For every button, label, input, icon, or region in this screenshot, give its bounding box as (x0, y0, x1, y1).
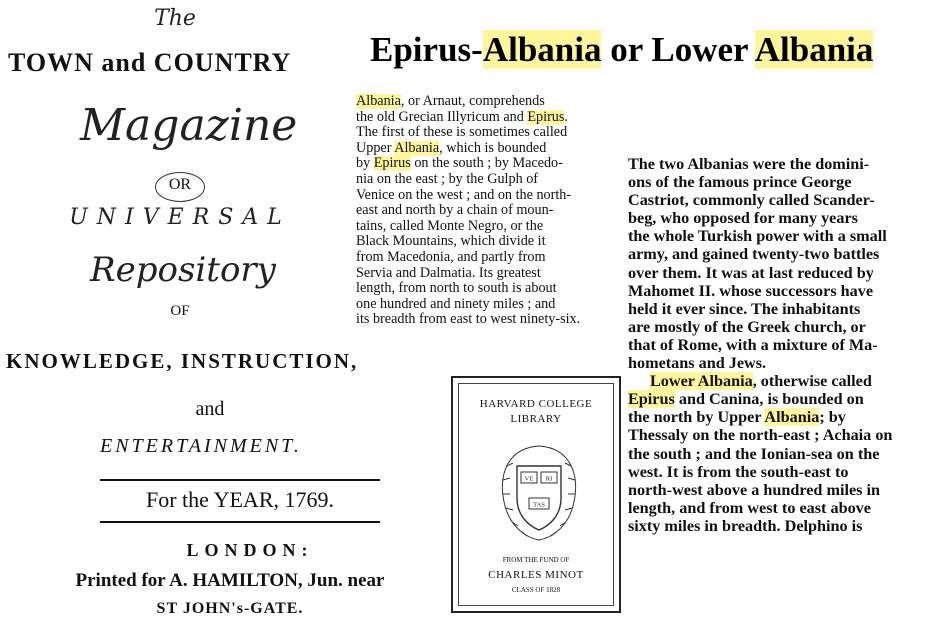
text-line: from Macedonia, and partly from (356, 249, 546, 265)
text-fragment: on the south ; by Macedo- (410, 156, 563, 172)
title-knowledge-instruction: KNOWLEDGE, INSTRUCTION, (6, 349, 359, 373)
title-year-line: For the YEAR, 1769. (145, 487, 334, 512)
headline-epirus: Epirus (370, 30, 472, 69)
headline-albania-highlight-2: Albania (754, 30, 874, 69)
text-line: beg, who opposed for many years (628, 209, 858, 228)
highlight-epirus: Epirus (373, 156, 411, 172)
harvard-crest-icon (487, 436, 591, 546)
text-line: tains, called Monte Negro, or the (356, 218, 544, 234)
shield-book-ri: RI (545, 475, 553, 483)
text-line: Castriot, commonly called Scander- (628, 191, 875, 210)
text-fragment: , which is bounded (439, 140, 547, 156)
headline-or-lower: or Lower (601, 30, 755, 69)
text-line: north-west above a hundred miles in (628, 480, 880, 499)
text-fragment: by (356, 156, 374, 172)
text-line: held it ever since. The inhabitants (628, 299, 861, 318)
text-line: the whole Turkish power with a small (628, 227, 887, 246)
title-ornament-the: The (154, 6, 196, 31)
text-line: length, from north to south is about (356, 281, 557, 297)
text-line: ons of the famous prince George (628, 173, 852, 192)
title-printer: Printed for A. HAMILTON, Jun. near (75, 570, 385, 591)
library-bookplate (451, 376, 621, 613)
text-line (356, 94, 628, 110)
text-line: Thessaly on the north-east ; Achaia on (628, 426, 893, 445)
highlight-albania: Albania (764, 408, 820, 427)
text-line: over them. It was at last reduced by (628, 263, 874, 282)
text-line: one hundred and ninety miles ; and (356, 296, 556, 312)
text-fragment: . (564, 109, 568, 125)
bookplate-class-year: CLASS OF 1828 (511, 586, 561, 594)
title-repository: Repository (90, 250, 276, 290)
text-column-right (628, 155, 943, 535)
text-line: that of Rome, with a mixture of Ma- (628, 335, 878, 354)
text-line (356, 156, 628, 172)
title-of: OF (170, 303, 190, 319)
text-line: the south ; and the Ionian-sea on the (628, 444, 880, 463)
text-fragment: , or Arnaut, comprehends (400, 94, 545, 109)
title-magazine: Magazine (80, 100, 298, 151)
highlight-epirus: Epirus (527, 109, 565, 125)
text-line (356, 110, 628, 126)
shield-book-ve: VE (524, 475, 534, 483)
title-rule-top (100, 479, 380, 481)
text-line (628, 408, 943, 426)
highlight-albania: Albania (394, 140, 440, 156)
text-line (628, 372, 943, 390)
title-rule-bottom (100, 521, 380, 523)
bookplate-frame (458, 383, 614, 606)
headline-albania-highlight: Albania (482, 30, 602, 69)
title-or: OR (150, 176, 210, 194)
title-and: and (195, 398, 225, 420)
text-fragment: ; by (819, 408, 846, 427)
highlight-albania: Albania (356, 94, 401, 109)
text-line (628, 390, 943, 408)
text-fragment: and Canina, is bounded on (674, 390, 864, 409)
bookplate-institution: HARVARD COLLEGE (479, 398, 593, 410)
text-line: The first of these is sometimes called (356, 125, 568, 141)
text-line: The two Albanias were the domini- (628, 155, 870, 173)
text-line: Venice on the west ; and on the north- (356, 187, 572, 203)
headline-dash: - (471, 30, 483, 69)
text-line: army, and gained twenty-two battles (628, 245, 880, 264)
bookplate-library: LIBRARY (510, 413, 562, 425)
text-line: east and north by a chain of moun- (356, 203, 554, 219)
text-line: length, and from west to east above (628, 498, 871, 517)
text-line: west. It is from the south-east to (628, 462, 849, 481)
highlight-lower-albania: Lower Albania (650, 372, 753, 391)
title-london: LONDON: (186, 540, 314, 560)
text-fragment: Upper (356, 140, 395, 156)
text-fragment: the old Grecian Illyricum and (356, 109, 528, 125)
highlight-epirus: Epirus (628, 390, 675, 409)
text-fragment: the north by Upper (628, 408, 765, 427)
text-line (356, 141, 628, 157)
text-line: Mahomet II. whose successors have (628, 281, 874, 300)
text-line: Servia and Dalmatia. Its greatest (356, 265, 541, 281)
title-entertainment: ENTERTAINMENT. (100, 435, 302, 457)
text-line: Black Mountains, which divide it (356, 234, 546, 250)
text-line: sixty miles in breadth. Delphino is (628, 516, 863, 535)
title-universal: UNIVERSAL (69, 205, 291, 230)
text-column-left (356, 94, 628, 328)
shield-book-tas: TAS (533, 501, 545, 509)
bookplate-fund-label: FROM THE FUND OF (502, 556, 570, 564)
text-fragment: , otherwise called (752, 372, 872, 391)
title-town-and-country: TOWN and COUNTRY (8, 48, 292, 77)
text-line: its breadth from east to west ninety-six. (356, 312, 581, 328)
text-line: nia on the east ; by the Gulph of (356, 171, 539, 187)
text-line: are mostly of the Greek church, or (628, 317, 866, 336)
title-gate: ST JOHN's-GATE. (156, 600, 304, 617)
bookplate-donor-name: CHARLES MINOT (488, 569, 584, 581)
text-line: hometans and Jews. (628, 354, 767, 373)
page-headline (370, 30, 940, 70)
